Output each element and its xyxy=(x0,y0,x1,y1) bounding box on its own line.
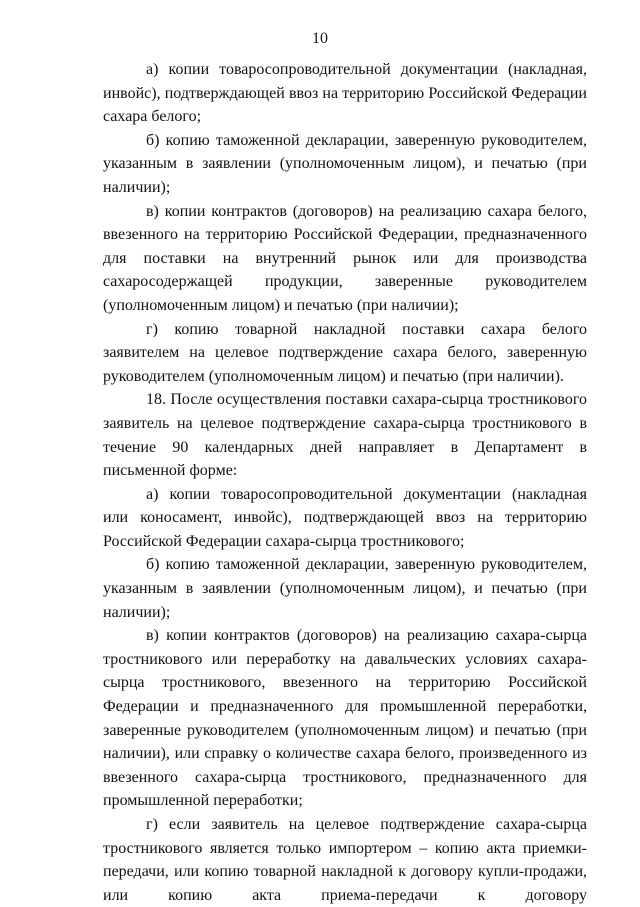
paragraph: в) копии контрактов (договоров) на реализацию сахара белого, ввезенного на территорию Российской Федерации, предназначенного для поставки на внутренний рынок или для производства сахаросодержащей продукции, заверенные руководителем (уполномоченным лицом) и печатью (при наличии); xyxy=(103,202,587,314)
paragraph: в) копии контрактов (договоров) на реализацию сахара-сырца тростникового или переработку на давальческих условиях сахара-сырца тростникового, ввезенного на территорию Российской Федерации и предназначенного для промышленной переработки, заверенные руководителем (уполномоченным лицом) и печатью (при наличии), или справку о количестве сахара белого, произведенного из ввезенного сахара-сырца тростникового, предназначенного для промышленной переработки; xyxy=(103,627,587,810)
paragraph: а) копии товаросопроводительной документации (накладная, инвойс), подтверждающей ввоз на территорию Российской Федерации сахара белого; xyxy=(103,61,587,126)
paragraph: б) копию таможенной декларации, заверенную руководителем, указанным в заявлении (уполномоченным лицом), и печатью (при наличии); xyxy=(103,556,587,621)
page-number: 10 xyxy=(312,30,328,47)
paragraph: г) копию товарной накладной поставки сахара белого заявителем на целевое подтверждение сахара белого, заверенную руководителем (уполномоченным лицом) и печатью (при наличии). xyxy=(103,320,587,385)
paragraph: б) копию таможенной декларации, заверенную руководителем, указанным в заявлении (уполномоченным лицом), и печатью (при наличии); xyxy=(103,131,587,196)
paragraph: 18. После осуществления поставки сахара-сырца тростникового заявитель на целевое подтверждение сахара-сырца тростникового в течение 90 календарных дней направляет в Департамент в письменной форме: xyxy=(103,391,587,480)
paragraph: а) копии товаросопроводительной документации (накладная или коносамент, инвойс), подтверждающей ввоз на территорию Российской Федерации сахара-сырца тростникового; xyxy=(103,485,587,550)
paragraph: г) если заявитель на целевое подтверждение сахара-сырца тростникового является только импортером – копию акта приемки-передачи, или копию товарной накладной к договору купли-продажи, или копию акта приема-передачи к договору xyxy=(103,816,587,904)
document-body xyxy=(103,58,587,907)
